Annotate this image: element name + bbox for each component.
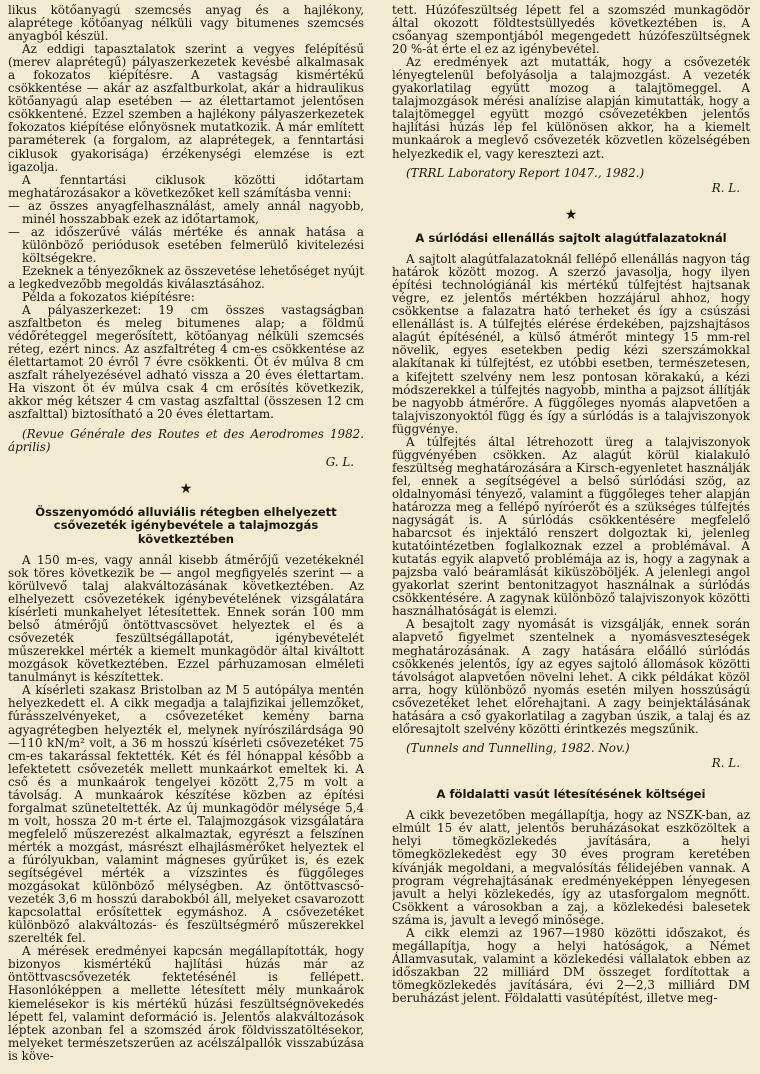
paragraph: A fenntartási ciklusok közötti időtartam meghatározásakor a következőket kell számításba venni: <box>8 172 364 200</box>
paragraph: A besajtolt zagy nyomását is vizsgálják, ennek során alapvető figyelmet szentelnek a nyomásveszteségek meghatározásának. A zagy hatására előálló súrlódás csökkenés jelentős, így az egyes sajtoló állomások közötti távolságot alapvetően növelni lehet. A cikk példákat közöl arra, hogy különböző nyomás esetén milyen hosszúságú csővezetéket lehet előrehajtani. A zagy beinjektálásának hatására a cső gyakorlatilag a zagyban úszik, a talaj és az előresajtolt szelvény közötti érintkezés megszűnik. <box>392 617 750 736</box>
paragraph: A cikk elemzi az 1967—1980 közötti időszakot, és megállapítja, hogy a helyi hatóságok, a Német Államvasutak, valamint a közlekedési vállalatok ebben az időszakban 22 milliárd DM összeget fordítottak a tömegközlekedés javítására, évi 2—2,3 milliárd DM beruházást jelent. Földalatti vasútépítést, illetve meg- <box>392 925 750 1005</box>
right-column <box>392 4 750 1072</box>
list-item: — az összes anyagfelhasználást, amely annál nagyobb, minél hosszabbak ezek az időtartamok, <box>8 198 364 226</box>
paragraph: Ezeknek a tényezőknek az összevetése lehetőséget nyújt a legkedvezőbb megoldás kiválasztásához. <box>8 263 364 291</box>
paragraph: Az eredmények azt mutatták, hogy a csővezeték lényegtelenül befolyásolja a talajmozgást. A vezeték gyakorlatilag együtt mozog a talajtömeggel. A talajmozgások mérési analízise alapján kimutatták, hogy a talajtömeggel együtt mozgó csővezetékben jelentős hajlítási húzás lép fel különösen akkor, ha a kiemelt munkaárok a meglevő csővezeték közvetlen közelségében helyezkedik el, vagy keresztezi azt. <box>392 55 750 161</box>
paragraph: A pályaszerkezet: 19 cm összes vastagságban aszfaltbeton és meleg bitumenes alap; a földmű védőréteggel megerősített, kötőanyag nélküli szemcsés réteg, ezért nincs. Az aszfaltréteg 4 cm-es csökkentése az élettartamot 20 évről 7 évre csökkenti. Öt év múlva 8 cm aszfalt ráhelyezésével adható vissza a 20 éves élettartam. Ha viszont öt év múlva csak 4 cm erősítés következik, akkor még kétszer 4 cm vastag aszfalttal (összesen 12 cm aszfalttal) biztosítható a 20 éves élettartam. <box>8 303 364 422</box>
author-signature: R. L. <box>711 180 740 195</box>
paragraph: A kísérleti szakasz Bristolban az M 5 autópálya mentén helyezkedett el. A cikk megadja a talajfizikai jellemzőket, fúrásszelvényeket, a csővezetéket kemény barna agyagrétegben helyezték el, melynek nyírószilárdsága 90—110 kN/m² volt, a 36 m hosszú kísérleti csővezetéket 75 cm-es takarással fektették. Két és fél hónappal később a lefektetett csővezeték mellett munkaárkot emeltek ki. A cső és a munkaárok tengelyei között 2,75 m volt a távolság. A munkaárok készítése közben az építési forgalmat szüneteltették. Az új munkagödör mélysége 5,4 m volt, hossza 20 m-t érte el. Talajmozgások vizsgálatára megfelelő műszerezést alkalmaztak, egyrészt a felszínen mérték a mozgást, másrészt elhajlásmérőket helyeztek el a fúrólyukban, valamint mágneses gyűrűket is, és ezek segítségével mérték a vízszintes és függőleges mozgásokat különböző mélységben. Az öntöttvascső-vezeték 3,6 m hosszú darabokból áll, melyeket csavarozott kapcsolattal erősítettek egymáshoz. A csővezetéket különböző alakváltozás- és feszültségmérő műszerekkel szerelték fel. <box>8 683 364 946</box>
star-separator-icon: ★ <box>179 480 193 497</box>
source-citation: (TRRL Laboratory Report 1047., 1982.) <box>406 165 645 180</box>
author-signature: G. L. <box>325 454 354 469</box>
paragraph: A mérések eredményei kapcsán megállapították, hogy bizonyos kismértékű hajlítási húzás már az öntöttvascsővezeték fektetésénél is fellépett. Hasonlóképpen a mellette létesített mély munkaárok kiemelésekor is kis mértékű húzási feszültségnövekedés lépett fel, valamint deformáció is. Jelentős alakváltozások léptek azonban fel a szomszéd árok földvisszatöltésekor, melyeket természetszerűen az acélszálpallók visszabúzása is köve- <box>8 944 364 1063</box>
left-column <box>8 4 364 1072</box>
paragraph: A túlfejtés által létrehozott üreg a talajviszonyok függvényében csökken. Az alagút körül kialakuló feszültség meghatározására a Kirsch-egyenletet használják fel, ennek a segítségével a belső súrlódási szög, az oldalnyomási tényező, valamint a függőleges teher alapján határozza meg a fellépő nyíróerőt és a szükséges túlfejtés nagyságát is. A súrlódás csökkentésére megfelelő habarcsot és injektáló renszert dolgoztak ki, jelenleg kutatóintézetben foglalkoznak ezzel a problémával. A kutatás egyik alapvető problémája az is, hogy a zagynak a pajzsba való beáramlását kiküszöböljék. A jelenlegi angol gyakorlat szerint bentonitzagyot használnak a súrlódás csökkentésére. A zagynak különböző talajviszonyok közötti használhatóságát is elemzi. <box>392 434 750 619</box>
paragraph: tett. Húzófeszültség lépett fel a szomszéd munkagödör által okozott földtestsüllyedés következtében is. A csőanyag szempontjából megengedett húzófeszültségnek 20 %-át érte el ez az igénybevétel. <box>392 4 750 57</box>
paragraph: likus kötőanyagú szemcsés anyag és a hajlékony, alaprétege kötőanyag nélküli vagy bitumenes szemcsés anyagból készül. <box>8 4 364 44</box>
paragraph: A cikk bevezetőben megállapítja, hogy az NSZK-ban, az elmúlt 15 év alatt, jelentős beruházásokat eszközöltek a helyi tömegközlekedés javítására, a helyi tömegközlekedést egy 30 éves program keretében kívánják megoldani, a megvalósítás félidejében vannak. A program végrehajtásának eredményeképpen lényegesen javult a helyi közlekedés, így az utasforgalom megnőtt. Csökkent a városokban a zaj, a közlekedési balesetek száma is, javult a levegő minősége. <box>392 808 750 927</box>
paragraph: A 150 m-es, vagy annál kisebb átmérőjű vezetékeknél sok töres következik be — angol megfigyelés szerint — a körülvevő talaj alakváltozásának következtében. Az elhelyezett csővezetékek igénybevételének vizsgálatára kísérleti munkahelyet létesítettek. Ennek során 100 mm belső átmérőjű öntöttvascsövet helyeztek el és a csővezeték feszültségállapotát, igénybevételét műszerekkel mérték a kiemelt munkagödör által kiváltott mozgások következtében. Ezzel párhuzamosan elméleti tanulmányt is készítettek. <box>8 552 364 685</box>
paragraph: Példa a fokozatos kiépítésre: <box>22 290 195 305</box>
paragraph: Az eddigi tapasztalatok szerint a vegyes felépítésű (merev alaprétegű) pályaszerkezetek kevésbé alkalmasak a fokozatos kiépítésre. A vastagság kismértékű csökkentése — akár az aszfaltburkolat, akár a hidraulikus kötőanyagú alap esetében — az élettartamot jelentősen csökkentené. Ezzel szemben a hajlékony pályaszerkezetek fokozatos kiépítése előnyösnek mutatkozik. A már említett paraméterek (a forgalom, az alaprétegek, a fenntartási ciklusok gyakorisága) érzékenységi elemzése is ezt igazolja. <box>8 42 364 174</box>
paragraph: A sajtolt alagútfalazatoknál fellépő ellenállás nagyon tág határok között mozog. A szerző javasolja, hogy ilyen építési technológiánál kis mértékű túlfejtést hajtsanak végre, ez jelentős mértékben hozzájárul ahhoz, hogy csökkentse a falazatra ható terheket és így a csúszási ellenállást is. A túlfejtés elérése érdekében, pajzshajtásos alagút építésénél, a külső átmérőt mintegy 15 mm-rel növelik, egyes esetekben pedig kézi szerszámokkal alakítanak ki túlfejtést, ez utóbbi esetben, természetesen, a kifejtett szelvény nem lesz pontosan körakakú, a kézi módszerekkel a túlfejtés nagyobb, mintha a pajzsot állítják be nagyobb átmérőre. A függőleges nyomás alapvetően a talajviszonyoktól függ és így a súrlódás is a talajviszonyok függvénye. <box>392 252 750 436</box>
star-separator-icon: ★ <box>564 206 578 223</box>
author-signature: R. L. <box>711 755 740 770</box>
article-title: Összenyomódó alluviális rétegben elhelyezett csővezeték igénybevétele a talajmozgás következtében <box>35 504 337 546</box>
source-citation: (Tunnels and Tunnelling, 1982. Nov.) <box>406 740 630 755</box>
list-item: — az időszerűvé válás mértéke és annak hatása a különböző periódusok esetében felmerülő kivitelezési költségekre. <box>8 224 364 265</box>
source-citation: (Revue Générale des Routes et des Aerodromes 1982. április) <box>8 426 364 454</box>
article-title: A földalatti vasút létesítésének költségei <box>436 786 706 801</box>
article-title: A súrlódási ellenállás sajtolt alagútfalazatoknál <box>415 230 727 245</box>
